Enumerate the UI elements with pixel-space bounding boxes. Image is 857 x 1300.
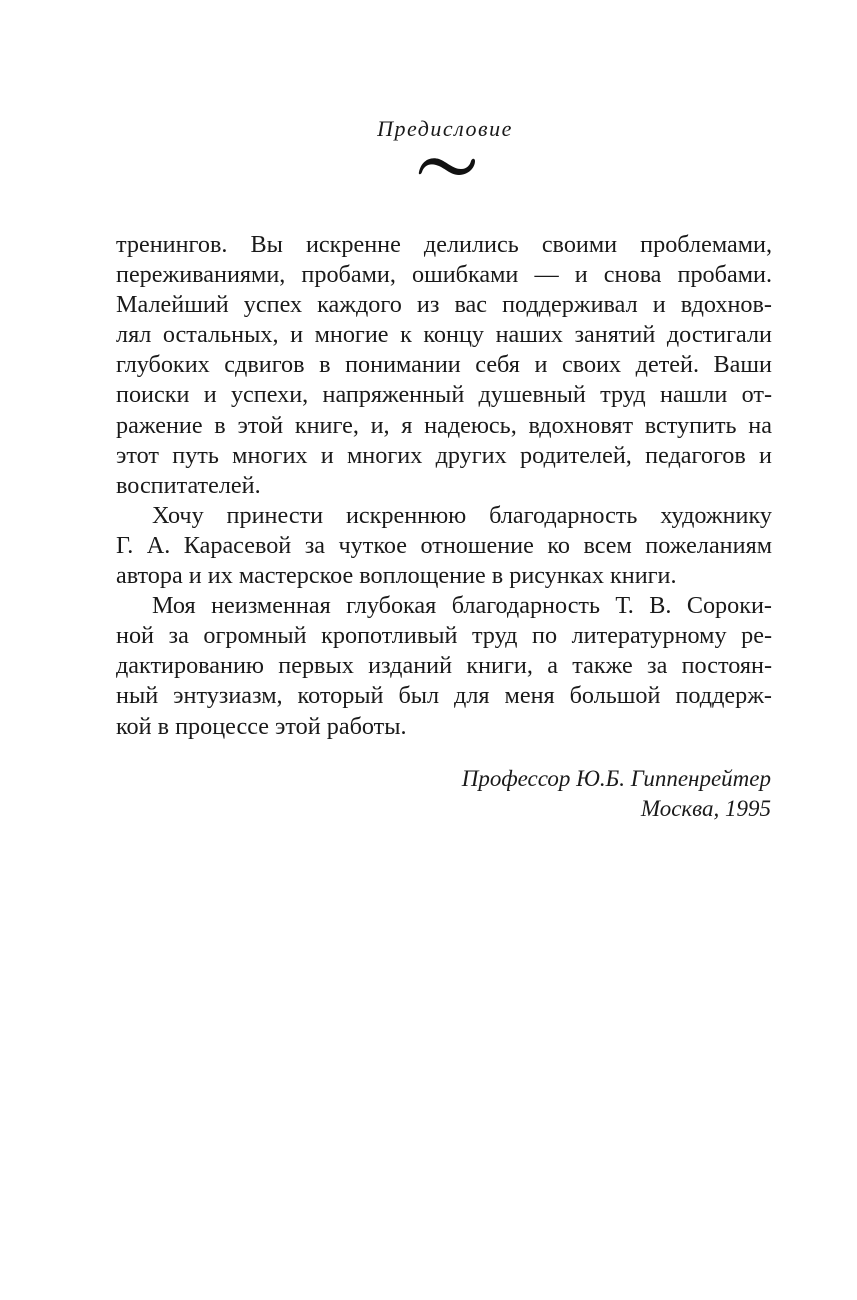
- text-line: Хочу принести искреннюю благодарность художнику: [152, 501, 772, 529]
- body-text: [116, 230, 772, 742]
- signature-place-year: Москва, 1995: [640, 796, 771, 821]
- text-line: этот путь многих и многих других родителей, педагогов и: [116, 441, 772, 469]
- text-line: ный энтузиазм, который был для меня большой поддерж-: [116, 682, 772, 710]
- text-line: глубоких сдвигов в понимании себя и своих детей. Ваши: [116, 351, 772, 379]
- paragraph-3: [116, 591, 772, 741]
- text-line: лял остальных, и многие к концу наших занятий достигали: [116, 321, 772, 349]
- paragraph-1: [116, 230, 772, 501]
- text-line: Г. А. Карасевой за чуткое отношение ко всем пожеланиям: [116, 531, 772, 559]
- text-line: автора и их мастерское воплощение в рисунках книги.: [116, 562, 677, 590]
- running-head: Предисловие: [377, 116, 513, 141]
- text-line: Моя неизменная глубокая благодарность Т. В. Сороки-: [152, 592, 772, 620]
- text-line: ражение в этой книге, и, я надеюсь, вдохновят вступить на: [116, 411, 772, 439]
- text-line: воспитателей.: [116, 471, 261, 499]
- text-line: тренингов. Вы искренне делились своими проблемами,: [116, 231, 772, 258]
- signature-author: Профессор Ю.Б. Гиппенрейтер: [461, 766, 771, 791]
- text-line: Малейший успех каждого из вас поддерживал и вдохнов-: [116, 291, 772, 319]
- text-line: кой в процессе этой работы.: [116, 712, 407, 740]
- text-line: дактированию первых изданий книги, а также за постоян-: [116, 652, 772, 680]
- text-line: переживаниями, пробами, ошибками — и снова пробами.: [116, 261, 772, 289]
- signature: [462, 764, 771, 824]
- paragraph-2: [116, 501, 772, 591]
- text-line: поиски и успехи, напряженный душевный труд нашли от-: [116, 381, 772, 409]
- tilde-swash-ornament-icon: [415, 150, 479, 180]
- text-line: ной за огромный кропотливый труд по литературному ре-: [116, 622, 772, 650]
